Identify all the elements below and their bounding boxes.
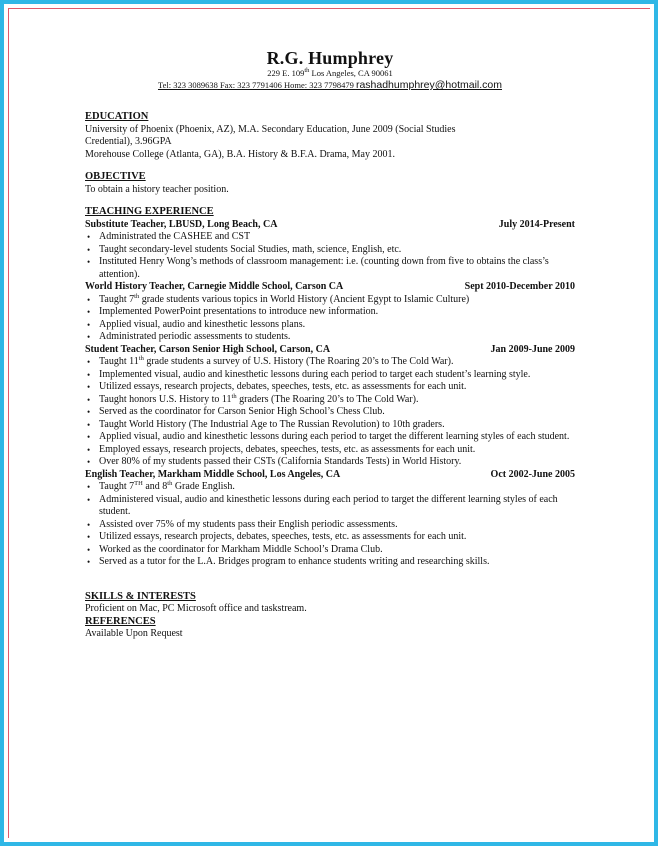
education-line-2: Credential), 3.96GPA [85, 136, 172, 147]
job-header-3: Student Teacher, Carson Senior High School, Carson, CA Jan 2009-June 2009 [85, 343, 575, 355]
references-heading: REFERENCES [85, 615, 156, 627]
email-link[interactable]: rashadhumphrey@hotmail.com [355, 79, 503, 91]
job-header-1: Substitute Teacher, LBUSD, Long Beach, CA July 2014-Present [85, 218, 575, 230]
list-item: • Employed essays, research projects, debates, speeches, tests, etc. as assessments for each unit. [85, 444, 575, 457]
contact-line [85, 79, 575, 91]
list-item: • Taught World History (The Industrial Age to The Russian Revolution) to 10th graders. [85, 419, 575, 432]
list-item: • Administered visual, audio and kinesthetic lessons during each period to target the different learning styles of each student. [85, 494, 575, 519]
list-item: • Utilized essays, research projects, debates, speeches, tests, etc. as assessments for each unit. [85, 381, 575, 394]
job-3-bullets [85, 356, 575, 469]
list-item: • Utilized essays, research projects, debates, speeches, tests, etc. as assessments for each unit. [85, 531, 575, 544]
list-item: • Administrated periodic assessments to students. [85, 331, 575, 344]
education-heading: EDUCATION [85, 111, 149, 122]
list-item: • Implemented PowerPoint presentations to introduce new information. [85, 306, 575, 319]
objective-text: To obtain a history teacher position. [85, 183, 229, 195]
resume-page [85, 48, 575, 641]
education-line-1: University of Phoenix (Phoenix, AZ), M.A. Secondary Education, June 2009 (Social Studies [85, 123, 456, 135]
skills-heading: SKILLS & INTERESTS [85, 590, 196, 602]
list-item: • Worked as the coordinator for Markham Middle School’s Drama Club. [85, 544, 575, 557]
list-item: • Taught honors U.S. History to 11th graders (The Roaring 20’s to The Cold War). [85, 394, 575, 407]
list-item: • Administrated the CASHEE and CST [85, 231, 575, 244]
job-1-bullets [85, 231, 575, 281]
list-item: • Taught 11th grade students a survey of U.S. History (The Roaring 20’s to The Cold War). [85, 356, 575, 369]
list-item: • Taught 7TH and 8th Grade English. [85, 481, 575, 494]
references-text: Available Upon Request [85, 628, 183, 639]
candidate-name: R.G. Humphrey [266, 48, 394, 68]
experience-heading: TEACHING EXPERIENCE [85, 206, 214, 217]
list-item: • Served as a tutor for the L.A. Bridges program to enhance students writing and researching skills. [85, 556, 575, 569]
list-item: • Taught secondary-level students Social Studies, math, science, English, etc. [85, 244, 575, 257]
objective-heading: OBJECTIVE [85, 171, 146, 182]
education-line-3: Morehouse College (Atlanta, GA), B.A. History & B.F.A. Drama, May 2001. [85, 148, 395, 160]
list-item: • Assisted over 75% of my students pass their English periodic assessments. [85, 519, 575, 532]
skills-text: Proficient on Mac, PC Microsoft office and taskstream. [85, 603, 307, 614]
list-item: • Over 80% of my students passed their CSTs (California Standards Tests) in World History. [85, 456, 575, 469]
address-line: 229 E. 109th Los Angeles, CA 90061 [267, 67, 393, 78]
job-2-bullets [85, 294, 575, 344]
list-item: • Taught 7th grade students various topics in World History (Ancient Egypt to Islamic Culture) [85, 294, 575, 307]
list-item: • Served as the coordinator for Carson Senior High School’s Chess Club. [85, 406, 575, 419]
list-item: • Applied visual, audio and kinesthetic lessons during each period to target the different learning styles of each student. [85, 431, 575, 444]
list-item: • Instituted Henry Wong’s methods of classroom management: i.e. (counting down from five to obtains the class’s attention). [85, 256, 575, 281]
job-header-4: English Teacher, Markham Middle School, Los Angeles, CA Oct 2002-June 2005 [85, 468, 575, 480]
phone-numbers: Tel: 323 3089638 Fax: 323 7791406 Home: 323 7798479 [157, 80, 356, 90]
list-item: • Implemented visual, audio and kinesthetic lessons during each period to target each student’s learning style. [85, 369, 575, 382]
job-header-2: World History Teacher, Carnegie Middle School, Carson CA Sept 2010-December 2010 [85, 281, 575, 292]
job-4-bullets [85, 481, 575, 569]
list-item: • Applied visual, audio and kinesthetic lessons plans. [85, 319, 575, 332]
